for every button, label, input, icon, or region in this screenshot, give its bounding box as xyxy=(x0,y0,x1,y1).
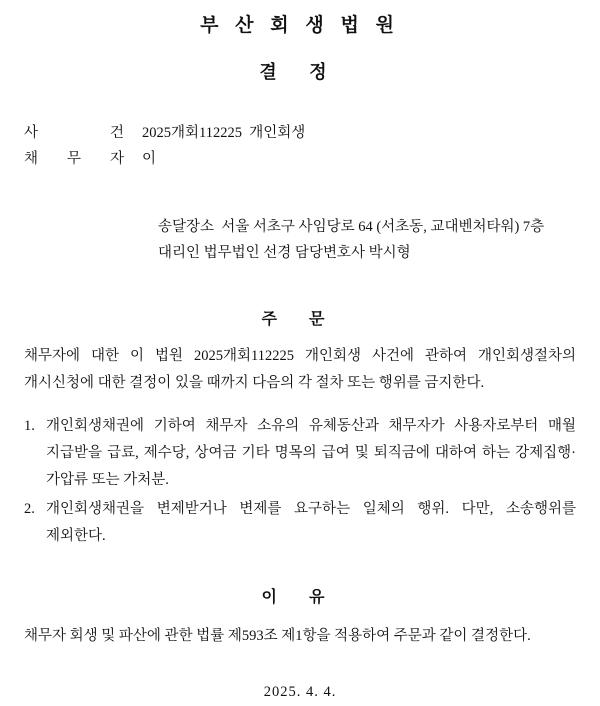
field-value-case: 2025개회112225 개인회생 xyxy=(142,125,306,141)
list-item xyxy=(24,496,576,550)
reason-heading: 이 유 xyxy=(261,589,339,606)
reason-paragraph: 채무자 회생 및 파산에 관한 법률 제593조 제1항을 적용하여 주문과 같이 결정한다. xyxy=(24,628,531,644)
list-item-number: 2. xyxy=(24,501,35,517)
field-label-debtor xyxy=(24,146,142,172)
service-address-line: 송달장소 서울 서초구 사임당로 64 (서초동, 교대벤처타워) 7층 xyxy=(158,219,545,235)
field-label-debtor-char-3: 자 xyxy=(109,151,124,167)
prohibited-actions-list xyxy=(24,413,576,550)
case-fields xyxy=(24,120,576,172)
field-row-case xyxy=(24,120,576,146)
list-item-text: 개인회생채권을 변제받거나 변제를 요구하는 일체의 행위. 다만, 소송행위를 제외한다. xyxy=(46,501,576,544)
list-item-text: 개인회생채권에 기하여 채무자 소유의 유체동산과 채무자가 사용자로부터 매월 지급받을 급료, 제수당, 상여금 기타 명목의 급여 및 퇴직금에 대하여 하는 강제집행·가압류 또는 가처분. xyxy=(46,418,576,488)
field-label-case-char-1: 사 xyxy=(24,125,39,141)
main-text-intro-paragraph: 채무자에 대한 이 법원 2025개회112225 개인회생 사건에 관하여 개인회생절차의 개시신청에 대한 결정이 있을 때까지 다음의 각 절차 또는 행위를 금지한다. xyxy=(24,348,576,391)
main-text-heading: 주 문 xyxy=(261,311,339,328)
field-value-debtor: 이 xyxy=(142,151,157,167)
court-title: 부 산 회 생 법 원 xyxy=(200,15,400,36)
field-label-debtor-char-1: 채 xyxy=(24,151,39,167)
field-label-case-char-2: 건 xyxy=(109,125,124,141)
service-address-block xyxy=(158,214,576,266)
list-item xyxy=(24,413,576,494)
document-kind-title: 결 정 xyxy=(259,62,341,82)
list-item-number: 1. xyxy=(24,418,35,434)
field-label-debtor-char-2: 무 xyxy=(66,151,81,167)
field-row-debtor xyxy=(24,146,576,172)
decision-date: 2025. 4. 4. xyxy=(263,684,337,700)
document-page xyxy=(0,10,600,706)
legal-representative-line: 대리인 법무법인 선경 담당변호사 박시형 xyxy=(158,245,411,261)
field-label-case xyxy=(24,120,142,146)
